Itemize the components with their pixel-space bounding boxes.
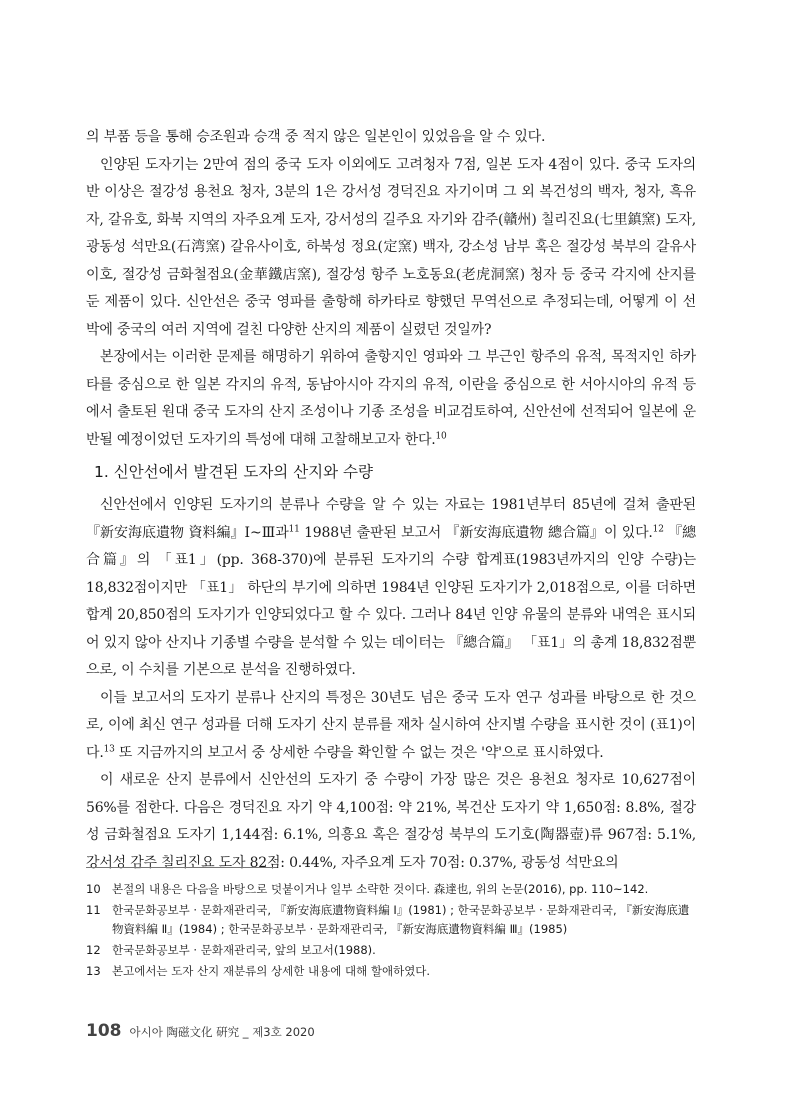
- footnote-number: 11: [86, 903, 101, 917]
- footnote: [86, 941, 696, 960]
- footnote-divider: [86, 867, 274, 868]
- journal-title: 아시아 陶磁文化 硏究 _ 제3호 2020: [129, 1025, 315, 1039]
- footnote-number: 12: [86, 943, 101, 957]
- footnote-text: 한국문화공보부 · 문화재관리국, 앞의 보고서(1988).: [112, 943, 376, 957]
- paragraph: 인양된 도자기는 2만여 점의 중국 도자 이외에도 고려청자 7점, 일본 도자 4점이 있다. 중국 도자의 반 이상은 절강성 용천요 청자, 3분의 1은 강서성 경덕진요 자기이며 그 외 복건성의 백자, 청자, 흑유자, 갈유호, 화북 지역의 자주요계 도자, 강서성의 길주요 자기와 감주(贛州) 칠리진요(七里鎮窯) 도자, 광동성 석만요(石湾窯) 갈유사이호, 하북성 정요(定窯) 백자, 강소성 남부 혹은 절강성 북부의 갈유사이호, 절강성 금화철점요(金華鐵店窯), 절강성 항주 노호동요(老虎洞窯) 청자 등 중국 각지에 산지를 둔 제품이 있다. 신안선은 중국 영파를 출항해 하카타로 향했던 무역선으로 추정되는데, 어떻게 이 선박에 중국의 여러 지역에 걸친 다양한 산지의 제품이 실렸던 것일까?: [86, 156, 696, 338]
- paragraph: 이 새로운 산지 분류에서 신안선의 도자기 중 수량이 가장 많은 것은 용천요 청자로 10,627점이 56%를 점한다. 다음은 경덕진요 자기 약 4,100점: 약 21%, 복건산 도자기 약 1,650점: 8.8%, 절강성 금화철점요 도자기 1,144점: 6.1%, 의흥요 혹은 절강성 북부의 도기호(陶器壺)류 967점: 5.1%, 강서성 감주 칠리진요 도자 82점: 0.44%, 자주요계 도자 70점: 0.37%, 광동성 석만요의: [86, 772, 696, 871]
- footnote-ref[interactable]: 10: [435, 430, 447, 441]
- paragraph: 의 부품 등을 통해 승조원과 승객 중 적지 않은 일본인이 있었음을 알 수 있다.: [86, 129, 546, 145]
- footnote-ref[interactable]: 12: [652, 523, 664, 534]
- footnotes: [86, 880, 696, 983]
- body-text-top: [86, 124, 696, 454]
- paragraph-text: 이들 보고서의 도자기 분류나 산지의 특정은 30년도 넘은 중국 도자 연구 성과를 바탕으로 한 것으로, 이에 최신 연구 성과를 더해 도자기 산지 분류를 재차 실시하여 산지별 수량을 표시한 것이 (표1)이다.: [86, 689, 696, 761]
- footnote-text: 한국문화공보부 · 문화재관리국, 『新安海底遺物資料編 Ⅰ』(1981) ; 한국문화공보부 · 문화재관리국, 『新安海底遺物資料編 Ⅱ』(1984) ; 한국문화공보부 · 문화재관리국, 『新安海底遺物資料編 Ⅲ』(1985): [112, 903, 690, 936]
- page-number: 108: [86, 1021, 122, 1041]
- footnote-ref[interactable]: 13: [103, 743, 115, 754]
- paragraph-text: 또 지금까지의 보고서 중 상세한 수량을 확인할 수 없는 것은 '약'으로 표시하였다.: [114, 744, 604, 761]
- footnote-ref[interactable]: 11: [288, 523, 300, 534]
- paragraph-text: 본장에서는 이러한 문제를 해명하기 위하여 출항지인 영파와 그 부근인 항주의 유적, 목적지인 하카타를 중심으로 한 일본 각지의 유적, 동남아시아 각지의 유적, 이란을 중심으로 한 서아시아의 유적 등에서 출토된 원대 중국 도자의 산지 조성이나 기종 조성을 비교검토하여, 신안선에 선적되어 일본에 운반될 예정이었던 도자기의 특성에 대해 고찰해보고자 한다.: [86, 349, 696, 448]
- footnote-text: 본고에서는 도자 산지 재분류의 상세한 내용에 대해 할애하였다.: [112, 964, 431, 978]
- paragraph: [86, 492, 696, 685]
- section-heading: 1. 신안선에서 발견된 도자의 산지와 수량: [94, 462, 373, 481]
- paragraph-text: 신안선에서 인양된 도자기의 분류나 수량을 알 수 있는 자료는 1981년부터 85년에 걸쳐 출판된 『新安海底遺物 資料編』Ⅰ~Ⅲ과: [86, 497, 696, 541]
- footnote: [86, 901, 696, 939]
- footnote-number: 13: [86, 964, 101, 978]
- paragraph-text: 『總合篇』의 「표1」(pp. 368-370)에 분류된 도자기의 수량 합계표(1983년까지의 인양 수량)는 18,832점이지만 「표1」 하단의 부기에 의하면 1984년 인양된 도자기가 2,018점으로, 이를 더하면 합계 20,850점의 도자기가 인양되었다고 할 수 있다. 그러나 84년 인양 유물의 분류와 내역은 표시되어 있지 않아 산지나 기종별 수량을 분석할 수 있는 데이터는 『總合篇』 「표1」의 총계 18,832점뿐으로, 이 수치를 기본으로 분석을 진행하였다.: [86, 524, 696, 678]
- paragraph: [86, 344, 696, 454]
- footnote: [86, 962, 696, 981]
- paragraph-text: 1988년 출판된 보고서 『新安海底遺物 總合篇』이 있다.: [299, 524, 653, 541]
- page-footer: [86, 1021, 315, 1041]
- body-text-bottom: [86, 492, 696, 877]
- footnote: [86, 880, 696, 899]
- paragraph: [86, 685, 696, 768]
- footnote-text: 본절의 내용은 다음을 바탕으로 덧붙이거나 일부 소략한 것이다. 森達也, 위의 논문(2016), pp. 110~142.: [112, 882, 649, 896]
- footnote-number: 10: [86, 882, 101, 896]
